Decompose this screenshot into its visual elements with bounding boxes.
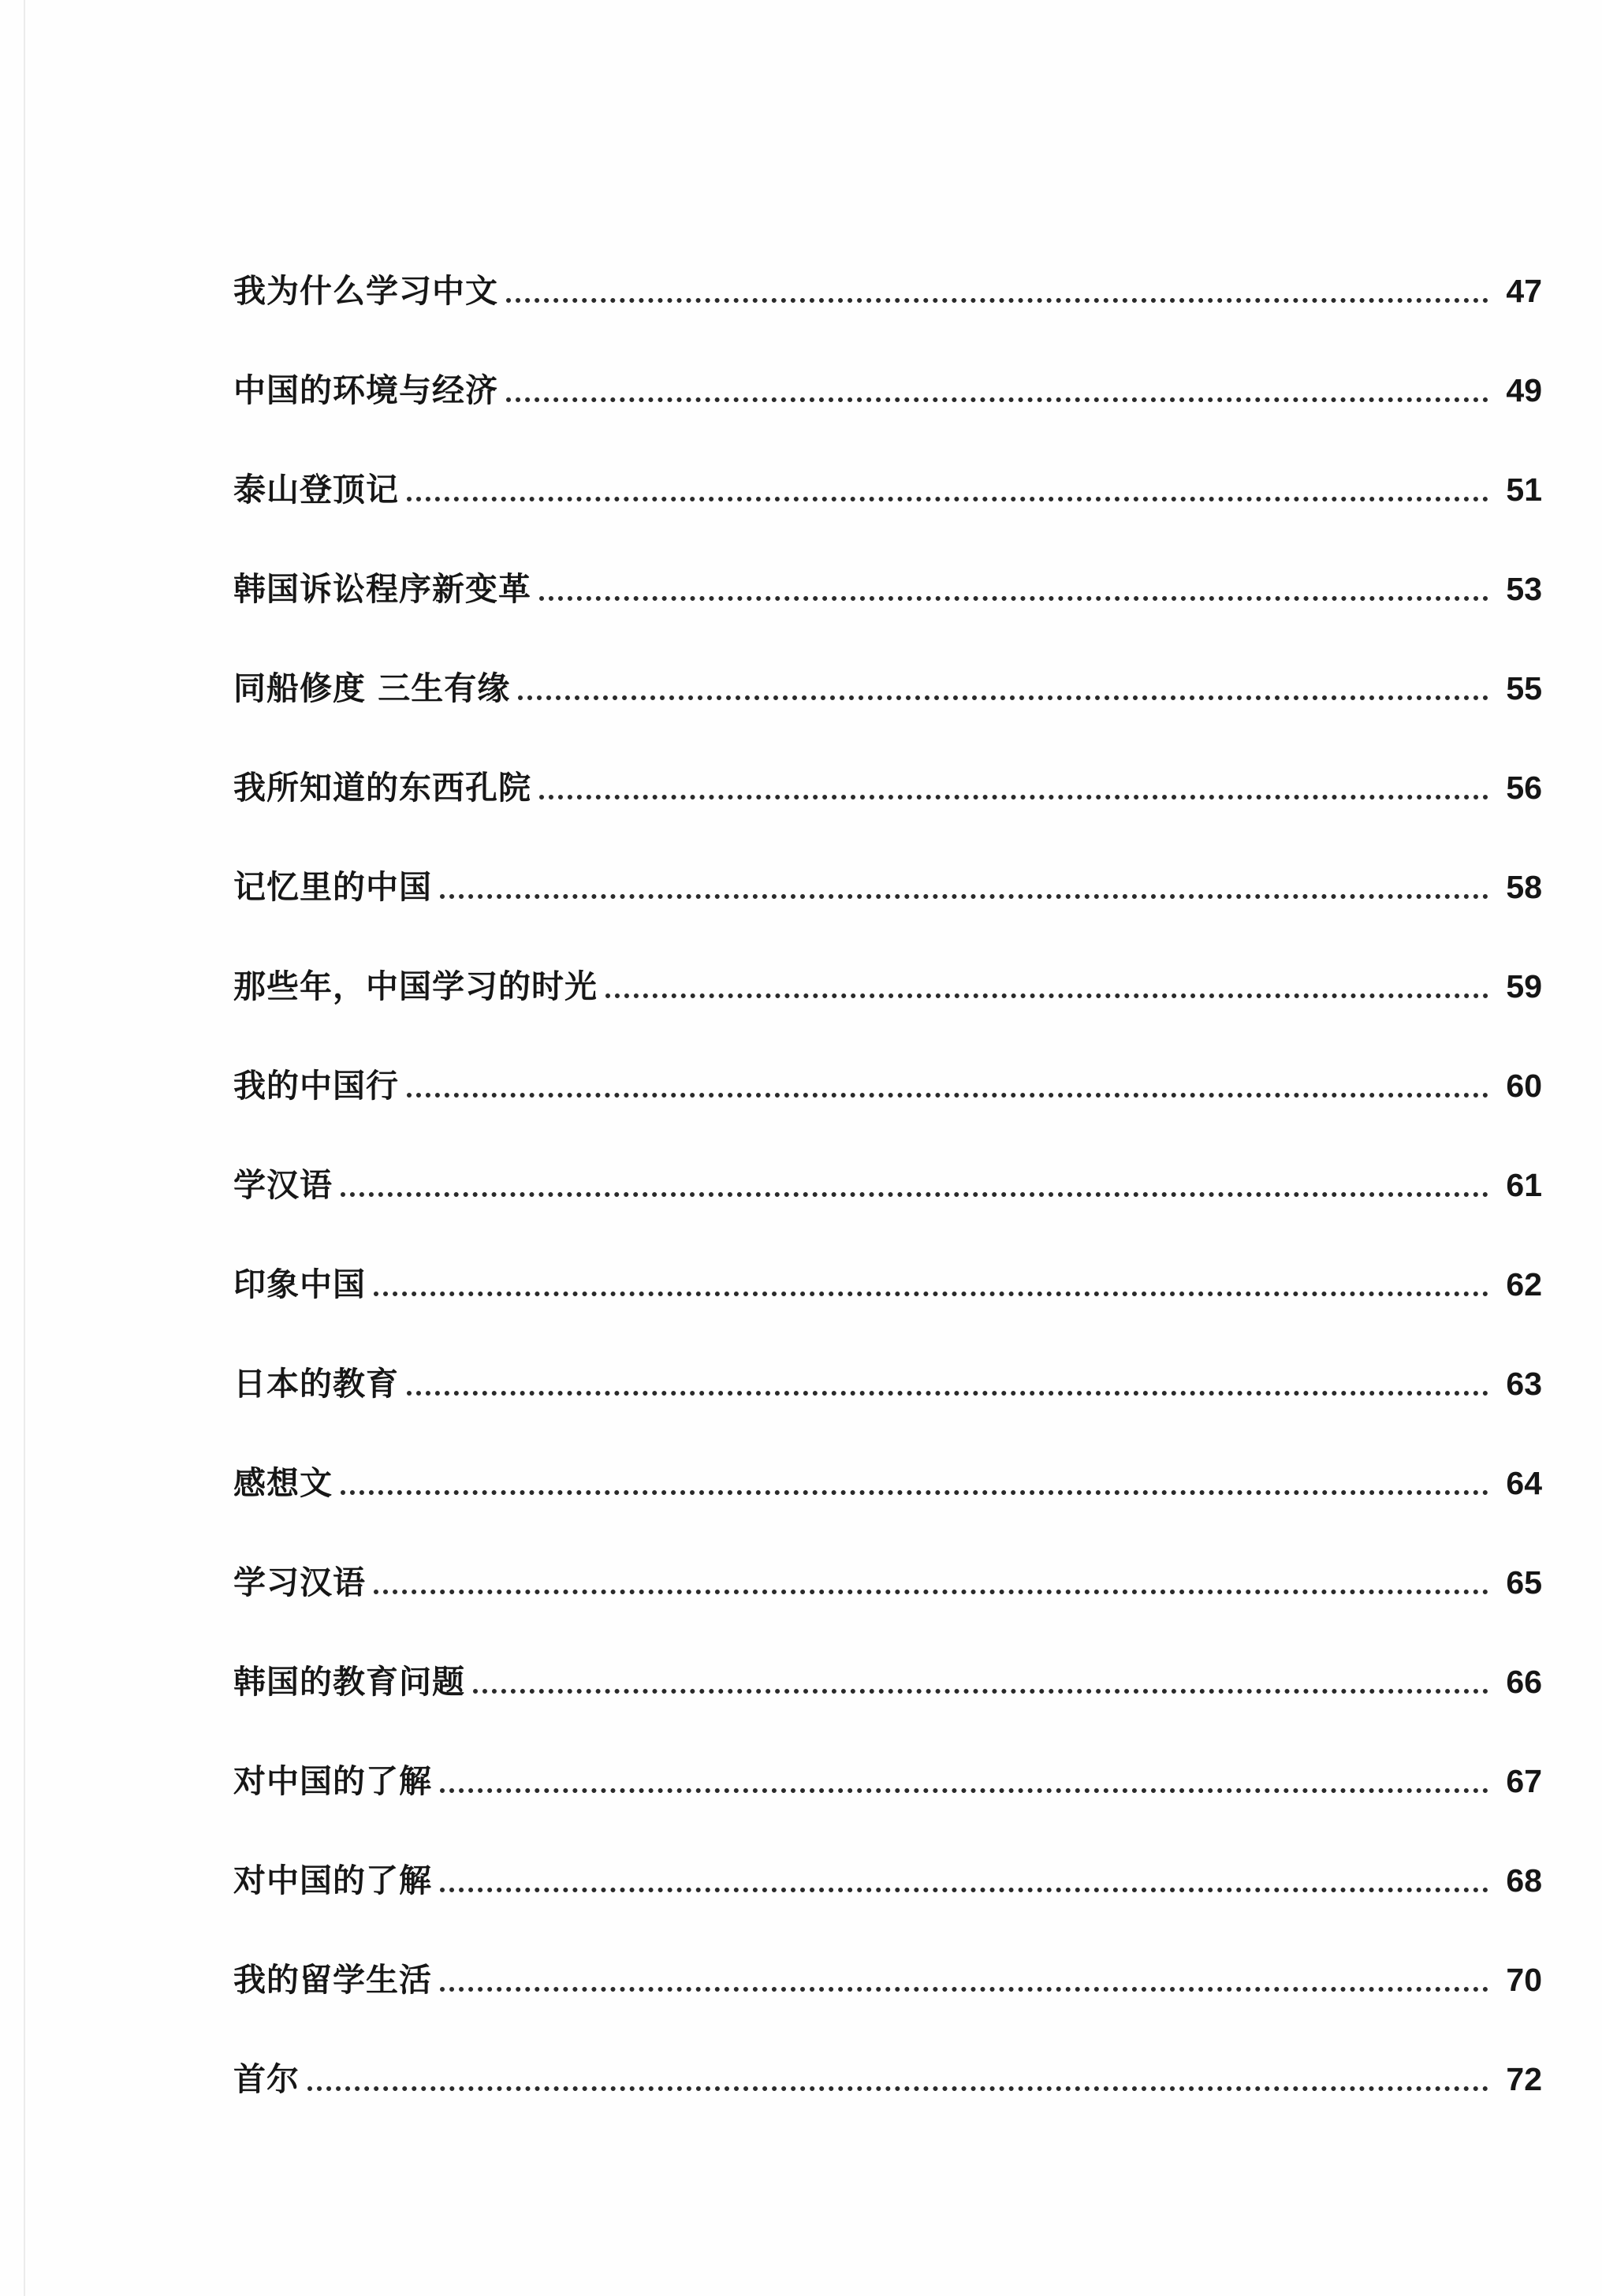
toc-dot-leader [539, 596, 1488, 601]
toc-entry-page-number: 61 [1506, 1167, 1542, 1203]
toc-dot-leader [407, 497, 1488, 501]
toc-entry-title: 日本的教育 [233, 1365, 399, 1403]
toc-entry-page-number: 65 [1506, 1564, 1542, 1601]
toc-entry [233, 1304, 1542, 1403]
toc-entry [233, 1403, 1542, 1503]
toc-entry-page-number: 58 [1506, 869, 1542, 905]
toc-entry-page-number: 64 [1506, 1465, 1542, 1501]
toc-entry [233, 609, 1542, 708]
toc-entry [233, 1006, 1542, 1105]
toc-dot-leader [407, 1093, 1488, 1098]
toc-entry-title: 记忆里的中国 [233, 868, 432, 906]
toc-entry-page-number: 66 [1506, 1664, 1542, 1700]
toc-dot-leader [473, 1689, 1488, 1694]
toc-entry [233, 509, 1542, 609]
toc-entry [233, 1602, 1542, 1702]
toc-entry-title: 对中国的了解 [233, 1762, 432, 1800]
toc-dot-leader [341, 1490, 1488, 1495]
toc-entry [233, 1801, 1542, 1900]
toc-entry-title: 我所知道的东西孔院 [233, 769, 531, 807]
table-of-contents [233, 211, 1542, 2099]
toc-entry [233, 708, 1542, 807]
toc-dot-leader [518, 695, 1488, 700]
toc-entry-title: 泰山登顶记 [233, 471, 399, 509]
toc-dot-leader [440, 1987, 1488, 1992]
toc-entry [233, 410, 1542, 509]
toc-entry-page-number: 62 [1506, 1266, 1542, 1303]
toc-entry [233, 211, 1542, 311]
toc-entry [233, 1503, 1542, 1602]
toc-entry [233, 1205, 1542, 1304]
toc-entry-title: 首尔 [233, 2060, 300, 2098]
toc-entry [233, 2000, 1542, 2099]
toc-entry [233, 1900, 1542, 2000]
toc-dot-leader [341, 1192, 1488, 1197]
toc-entry-title: 同船修度 三生有缘 [233, 669, 511, 707]
toc-entry-page-number: 53 [1506, 571, 1542, 607]
toc-dot-leader [374, 1590, 1488, 1594]
toc-entry-page-number: 49 [1506, 372, 1542, 408]
toc-entry-page-number: 51 [1506, 472, 1542, 508]
toc-entry-page-number: 60 [1506, 1068, 1542, 1104]
toc-entry-title: 中国的环境与经济 [233, 371, 498, 409]
toc-entry-page-number: 56 [1506, 770, 1542, 806]
toc-entry-page-number: 68 [1506, 1862, 1542, 1899]
toc-entry-title: 学汉语 [233, 1166, 333, 1204]
page-binding-edge [24, 0, 25, 2296]
toc-dot-leader [440, 894, 1488, 899]
toc-dot-leader [407, 1391, 1488, 1396]
toc-entry-title: 感想文 [233, 1464, 333, 1502]
toc-entry-title: 我为什么学习中文 [233, 272, 498, 310]
toc-dot-leader [506, 397, 1488, 402]
toc-entry-title: 那些年，中国学习的时光 [233, 967, 598, 1005]
toc-entry-title: 韩国的教育问题 [233, 1663, 465, 1701]
toc-entry-page-number: 72 [1506, 2061, 1542, 2097]
toc-dot-leader [374, 1292, 1488, 1296]
toc-dot-leader [605, 993, 1488, 998]
toc-entry [233, 1105, 1542, 1205]
toc-entry-title: 我的留学生活 [233, 1961, 432, 1999]
toc-entry-page-number: 55 [1506, 670, 1542, 706]
toc-entry-page-number: 63 [1506, 1366, 1542, 1402]
toc-entry-page-number: 47 [1506, 273, 1542, 309]
toc-dot-leader [506, 298, 1488, 303]
toc-entry-page-number: 67 [1506, 1763, 1542, 1799]
toc-entry-title: 韩国诉讼程序新变革 [233, 570, 531, 608]
toc-dot-leader [440, 1888, 1488, 1892]
toc-entry-page-number: 59 [1506, 968, 1542, 1004]
toc-dot-leader [539, 795, 1488, 800]
toc-dot-leader [440, 1788, 1488, 1793]
toc-entry [233, 311, 1542, 410]
toc-entry-title: 对中国的了解 [233, 1862, 432, 1899]
toc-entry-title: 学习汉语 [233, 1564, 366, 1601]
toc-entry [233, 907, 1542, 1006]
toc-entry-title: 印象中国 [233, 1265, 366, 1303]
toc-entry [233, 807, 1542, 907]
toc-entry-title: 我的中国行 [233, 1067, 399, 1105]
toc-entry [233, 1702, 1542, 1801]
toc-dot-leader [307, 2086, 1488, 2091]
toc-entry-page-number: 70 [1506, 1962, 1542, 1998]
